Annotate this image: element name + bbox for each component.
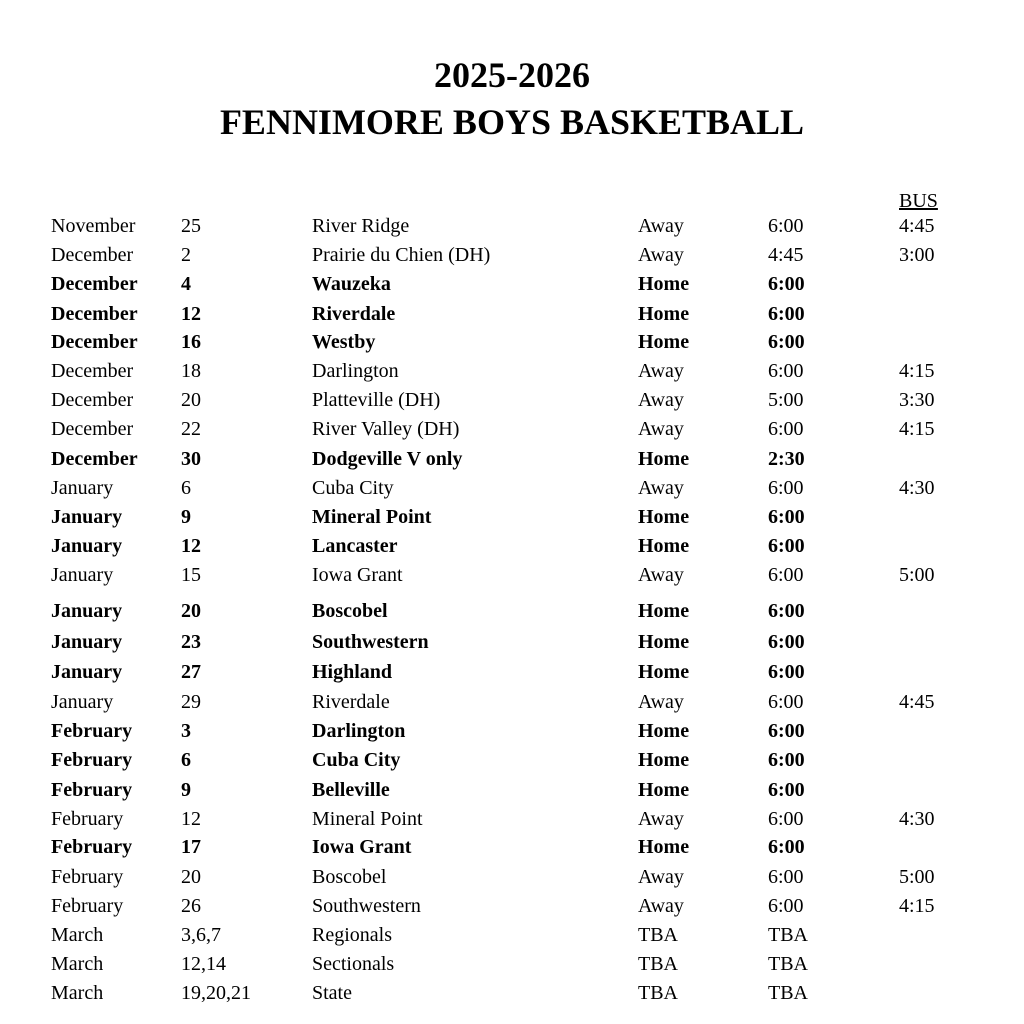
game-opponent: River Valley (DH) xyxy=(312,418,460,440)
game-location: Away xyxy=(638,808,684,830)
game-time: 6:00 xyxy=(768,600,805,622)
schedule-row xyxy=(0,746,1024,774)
game-time: 6:00 xyxy=(768,477,804,499)
game-time: 6:00 xyxy=(768,535,805,557)
game-day: 22 xyxy=(181,418,201,440)
game-opponent: Riverdale xyxy=(312,691,390,713)
game-opponent: River Ridge xyxy=(312,215,410,237)
game-opponent: Lancaster xyxy=(312,535,398,557)
game-location: TBA xyxy=(638,924,678,946)
game-day: 6 xyxy=(181,749,191,771)
game-month: January xyxy=(51,600,123,622)
schedule-row xyxy=(0,300,1024,328)
game-day: 15 xyxy=(181,564,201,586)
schedule-row xyxy=(0,863,1024,891)
game-time: 6:00 xyxy=(768,273,805,295)
game-day: 23 xyxy=(181,631,201,653)
game-opponent: Mineral Point xyxy=(312,808,423,830)
game-opponent: Mineral Point xyxy=(312,506,432,528)
game-location: Away xyxy=(638,691,684,713)
bus-time: 4:30 xyxy=(899,477,935,499)
game-time: 6:00 xyxy=(768,215,804,237)
game-month: November xyxy=(51,215,136,237)
game-month: December xyxy=(51,303,138,325)
game-opponent: Cuba City xyxy=(312,477,394,499)
game-time: 6:00 xyxy=(768,866,804,888)
game-month: January xyxy=(51,661,123,683)
game-location: Home xyxy=(638,331,690,353)
schedule-row xyxy=(0,386,1024,414)
schedule-row xyxy=(0,921,1024,949)
game-opponent: Cuba City xyxy=(312,749,401,771)
game-location: Away xyxy=(638,360,684,382)
schedule-row xyxy=(0,357,1024,385)
game-location: Away xyxy=(638,215,684,237)
game-location: Home xyxy=(638,273,690,295)
game-opponent: Southwestern xyxy=(312,895,421,917)
game-month: February xyxy=(51,808,124,830)
game-time: 6:00 xyxy=(768,779,805,801)
game-opponent: Riverdale xyxy=(312,303,396,325)
bus-column-header: BUS xyxy=(899,190,938,212)
season-heading: 2025-2026 xyxy=(434,55,590,95)
game-time: 6:00 xyxy=(768,303,805,325)
schedule-row xyxy=(0,950,1024,978)
bus-time: 4:30 xyxy=(899,808,935,830)
game-day: 2 xyxy=(181,244,191,266)
game-day: 20 xyxy=(181,600,201,622)
game-day: 16 xyxy=(181,331,201,353)
game-month: January xyxy=(51,691,114,713)
game-day: 12 xyxy=(181,303,201,325)
schedule-row xyxy=(0,658,1024,686)
game-time: 5:00 xyxy=(768,389,804,411)
game-opponent: Regionals xyxy=(312,924,392,946)
game-time: 6:00 xyxy=(768,720,805,742)
game-day: 3,6,7 xyxy=(181,924,221,946)
game-time: 6:00 xyxy=(768,836,805,858)
game-time: 6:00 xyxy=(768,631,805,653)
schedule-row xyxy=(0,532,1024,560)
game-opponent: Boscobel xyxy=(312,866,387,888)
game-time: 6:00 xyxy=(768,418,804,440)
game-opponent: Darlington xyxy=(312,720,406,742)
game-day: 12,14 xyxy=(181,953,226,975)
game-opponent: Prairie du Chien (DH) xyxy=(312,244,491,266)
schedule-row xyxy=(0,776,1024,804)
team-heading: FENNIMORE BOYS BASKETBALL xyxy=(219,102,805,142)
schedule-row xyxy=(0,688,1024,716)
game-opponent: Dodgeville V only xyxy=(312,448,463,470)
game-day: 18 xyxy=(181,360,201,382)
game-opponent: Darlington xyxy=(312,360,399,382)
schedule-row xyxy=(0,241,1024,269)
game-location: TBA xyxy=(638,982,678,1004)
game-opponent: Platteville (DH) xyxy=(312,389,441,411)
game-month: December xyxy=(51,448,138,470)
schedule-row xyxy=(0,597,1024,625)
game-month: January xyxy=(51,564,114,586)
game-day: 30 xyxy=(181,448,201,470)
game-opponent: Wauzeka xyxy=(312,273,391,295)
schedule-row xyxy=(0,212,1024,240)
game-month: February xyxy=(51,866,124,888)
game-location: Home xyxy=(638,448,690,470)
game-location: Away xyxy=(638,389,684,411)
bus-time: 4:45 xyxy=(899,691,935,713)
game-time: 6:00 xyxy=(768,661,805,683)
game-day: 25 xyxy=(181,215,201,237)
schedule-row xyxy=(0,979,1024,1007)
schedule-row xyxy=(0,561,1024,589)
game-location: Home xyxy=(638,535,690,557)
game-month: December xyxy=(51,418,134,440)
schedule-row xyxy=(0,445,1024,473)
schedule-row xyxy=(0,474,1024,502)
game-day: 9 xyxy=(181,506,191,528)
game-month: December xyxy=(51,244,134,266)
game-day: 26 xyxy=(181,895,201,917)
game-location: Away xyxy=(638,244,684,266)
schedule-row xyxy=(0,503,1024,531)
game-month: March xyxy=(51,953,104,975)
game-time: 6:00 xyxy=(768,564,804,586)
game-location: Away xyxy=(638,895,684,917)
schedule-row xyxy=(0,833,1024,861)
game-location: Home xyxy=(638,720,690,742)
schedule-row xyxy=(0,328,1024,356)
game-location: Away xyxy=(638,477,684,499)
game-location: Away xyxy=(638,418,684,440)
game-opponent: Sectionals xyxy=(312,953,395,975)
schedule-row xyxy=(0,717,1024,745)
schedule-row xyxy=(0,270,1024,298)
game-day: 12 xyxy=(181,808,201,830)
game-month: December xyxy=(51,273,138,295)
game-location: Home xyxy=(638,506,690,528)
game-month: February xyxy=(51,779,133,801)
game-day: 9 xyxy=(181,779,191,801)
game-month: February xyxy=(51,720,133,742)
game-location: Home xyxy=(638,303,690,325)
game-month: March xyxy=(51,982,104,1004)
game-day: 6 xyxy=(181,477,191,499)
game-location: Away xyxy=(638,564,684,586)
game-day: 12 xyxy=(181,535,201,557)
game-day: 3 xyxy=(181,720,191,742)
game-time: 6:00 xyxy=(768,808,804,830)
schedule-row xyxy=(0,628,1024,656)
game-location: TBA xyxy=(638,953,678,975)
schedule-title xyxy=(0,52,1024,146)
schedule-row xyxy=(0,415,1024,443)
game-opponent: Southwestern xyxy=(312,631,429,653)
bus-time: 5:00 xyxy=(899,564,935,586)
game-month: January xyxy=(51,535,123,557)
game-opponent: Iowa Grant xyxy=(312,564,403,586)
game-month: February xyxy=(51,836,133,858)
game-day: 27 xyxy=(181,661,201,683)
game-day: 17 xyxy=(181,836,201,858)
game-opponent: Boscobel xyxy=(312,600,388,622)
schedule-row xyxy=(0,892,1024,920)
game-month: January xyxy=(51,477,114,499)
game-time: TBA xyxy=(768,982,808,1004)
game-month: January xyxy=(51,506,123,528)
game-location: Home xyxy=(638,661,690,683)
game-month: March xyxy=(51,924,104,946)
game-location: Home xyxy=(638,749,690,771)
game-time: 2:30 xyxy=(768,448,805,470)
game-time: 6:00 xyxy=(768,749,805,771)
bus-time: 4:15 xyxy=(899,360,935,382)
schedule-row xyxy=(0,805,1024,833)
game-month: February xyxy=(51,749,133,771)
game-location: Home xyxy=(638,600,690,622)
game-opponent: Belleville xyxy=(312,779,390,801)
game-day: 19,20,21 xyxy=(181,982,251,1004)
game-day: 20 xyxy=(181,389,201,411)
game-time: 6:00 xyxy=(768,895,804,917)
bus-time: 3:00 xyxy=(899,244,935,266)
game-time: 6:00 xyxy=(768,331,805,353)
game-month: December xyxy=(51,389,134,411)
game-opponent: State xyxy=(312,982,352,1004)
game-location: Home xyxy=(638,779,690,801)
game-day: 20 xyxy=(181,866,201,888)
game-month: December xyxy=(51,331,138,353)
game-time: 6:00 xyxy=(768,360,804,382)
bus-time: 3:30 xyxy=(899,389,935,411)
game-opponent: Iowa Grant xyxy=(312,836,412,858)
game-time: 6:00 xyxy=(768,691,804,713)
bus-time: 5:00 xyxy=(899,866,935,888)
game-opponent: Westby xyxy=(312,331,376,353)
game-location: Home xyxy=(638,836,690,858)
game-time: TBA xyxy=(768,953,808,975)
game-month: December xyxy=(51,360,134,382)
game-location: Home xyxy=(638,631,690,653)
game-month: February xyxy=(51,895,124,917)
game-time: 4:45 xyxy=(768,244,804,266)
bus-time: 4:15 xyxy=(899,895,935,917)
bus-time: 4:45 xyxy=(899,215,935,237)
game-location: Away xyxy=(638,866,684,888)
game-day: 4 xyxy=(181,273,191,295)
game-month: January xyxy=(51,631,123,653)
game-opponent: Highland xyxy=(312,661,393,683)
game-time: TBA xyxy=(768,924,808,946)
game-time: 6:00 xyxy=(768,506,805,528)
bus-time: 4:15 xyxy=(899,418,935,440)
game-day: 29 xyxy=(181,691,201,713)
